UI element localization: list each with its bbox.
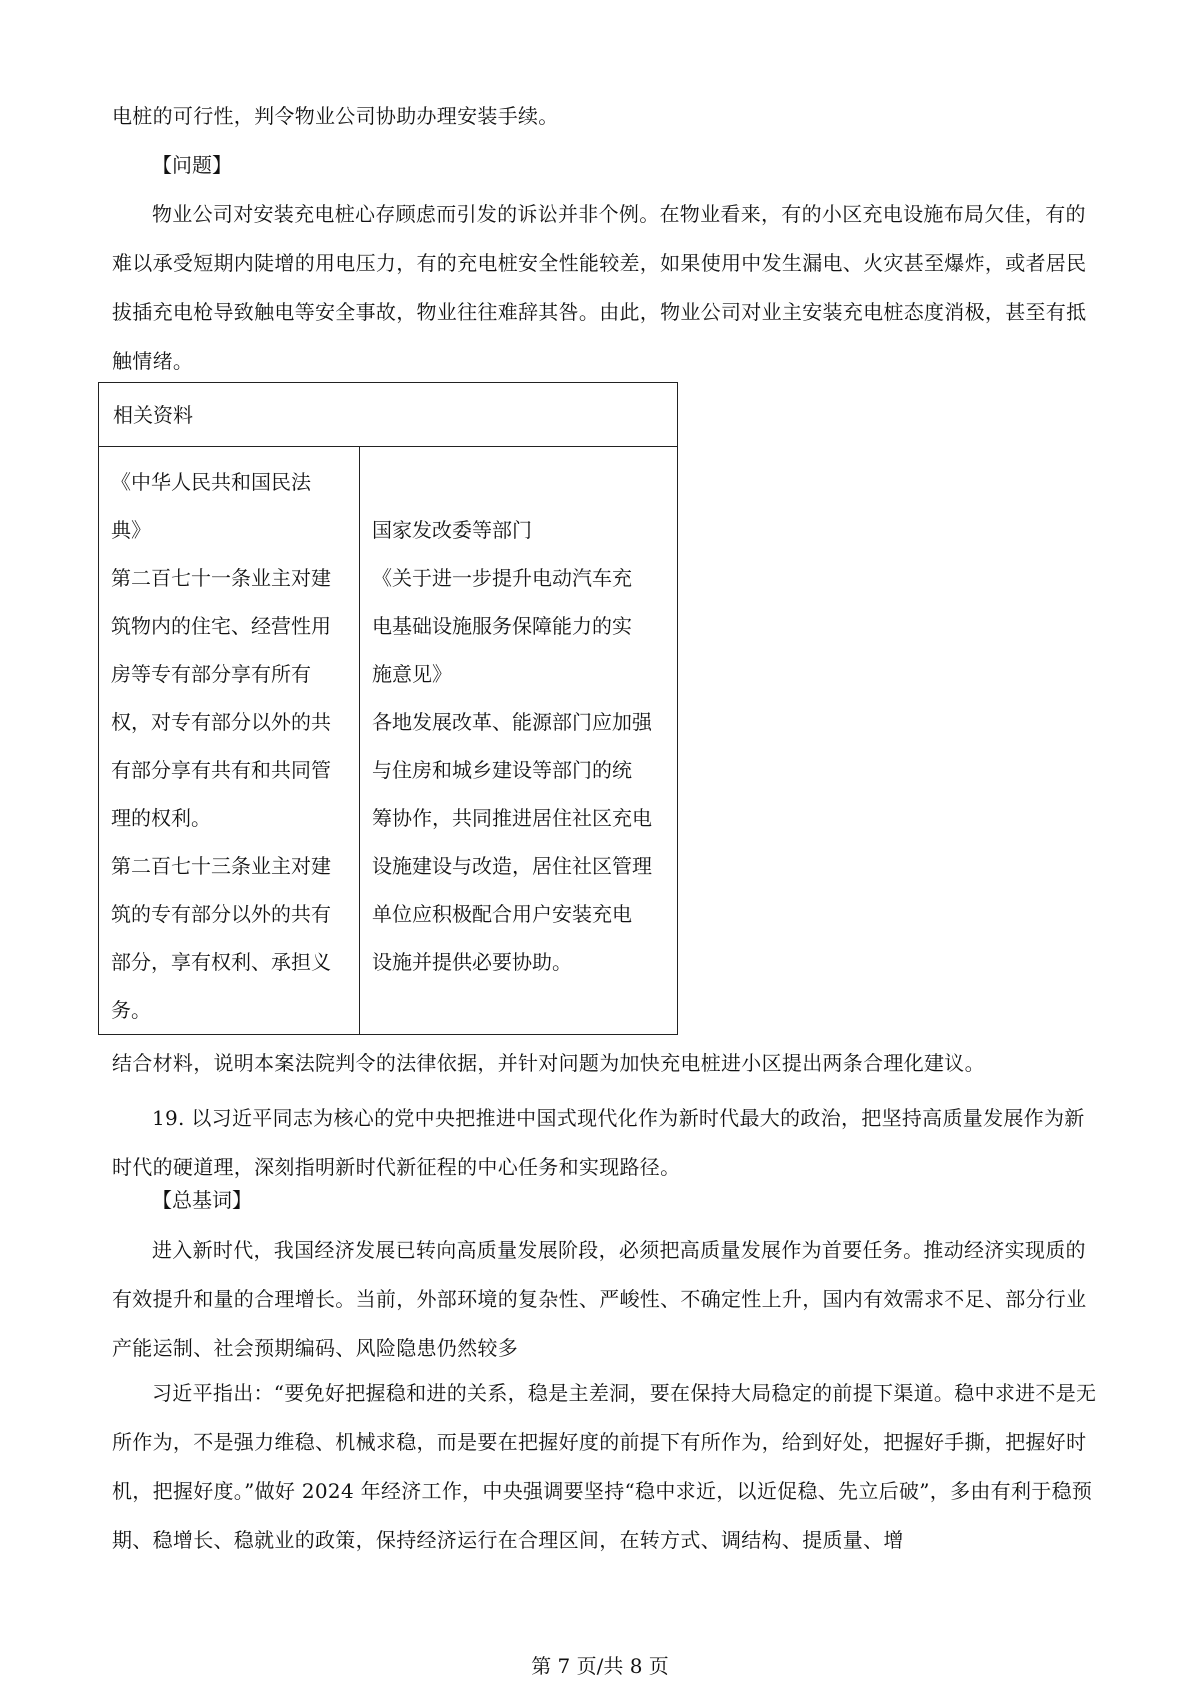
civil-code-line: 有部分享有共有和共同管 <box>111 758 331 782</box>
problem-heading: 【问题】 <box>152 153 232 177</box>
civil-code-line: 第二百七十三条业主对建 <box>111 854 331 878</box>
policy-line: 《关于进一步提升电动汽车充 <box>372 566 632 590</box>
policy-line: 各地发展改革、能源部门应加强 <box>372 710 652 734</box>
civil-code-line: 典》 <box>111 518 151 542</box>
policy-line: 施意见》 <box>372 662 452 686</box>
policy-line: 电基础设施服务保障能力的实 <box>372 614 632 638</box>
civil-code-line: 筑的专有部分以外的共有 <box>111 902 331 926</box>
civil-code-line: 第二百七十一条业主对建 <box>111 566 331 590</box>
civil-code-line: 理的权利。 <box>111 806 211 830</box>
policy-line: 国家发改委等部门 <box>372 518 532 542</box>
civil-code-line: 筑物内的住宅、经营性用 <box>111 614 331 638</box>
summary-heading: 【总基词】 <box>152 1188 252 1212</box>
policy-line: 设施并提供必要协助。 <box>372 950 572 974</box>
civil-code-line: 务。 <box>111 998 151 1022</box>
problem-paragraph: 物业公司对安装充电桩心存顾虑而引发的诉讼并非个例。在物业看来，有的小区充电设施布局欠佳，有的难以承受短期内陡增的用电压力，有的充电桩安全性能较差，如果使用中发生漏电、火灾甚至爆炸，或者居民拔插充电枪导致触电等安全事故，物业往往难辞其咎。由此，物业公司对业主安装充电桩态度消极，甚至有抵触情绪。 <box>112 202 1087 373</box>
policy-line: 筹协作，共同推进居住社区充电 <box>372 806 652 830</box>
reference-table <box>98 382 678 1035</box>
question-19: 19. 以习近平同志为核心的党中央把推进中国式现代化作为新时代最大的政治，把坚持高质量发展作为新时代的硬道理，深刻指明新时代新征程的中心任务和实现路径。 <box>112 1106 1085 1179</box>
civil-code-line: 房等专有部分享有所有 <box>111 662 311 686</box>
summary-paragraph-1: 进入新时代，我国经济发展已转向高质量发展阶段，必须把高质量发展作为首要任务。推动经济实现质的有效提升和量的合理增长。当前，外部环境的复杂性、严峻性、不确定性上升，国内有效需求不足、部分行业产能运制、社会预期编码、风险隐患仍然较多 <box>112 1238 1087 1360</box>
policy-line: 单位应积极配合用户安装充电 <box>372 902 632 926</box>
paragraph-continuation: 电桩的可行性，判令物业公司协助办理安装手续。 <box>112 104 559 128</box>
summary-paragraph-2: 习近平指出：“要免好把握稳和进的关系，稳是主差洞，要在保持大局稳定的前提下渠道。稳中求进不是无所作为，不是强力维稳、机械求稳，而是要在把握好度的前提下有所作为，给到好处，把握好手撕，把握好时机，把握好度。”做好 2024 年经济工作，中央强调要坚持“稳中求近，以近促稳、先立后破”，多由有利于稳预期、稳增长、稳就业的政策，保持经济运行在合理区间，在转方式、调结构、提质量、增 <box>112 1381 1097 1552</box>
civil-code-line: 权，对专有部分以外的共 <box>111 710 331 734</box>
page-number: 第 7 页/共 8 页 <box>531 1654 669 1678</box>
civil-code-line: 《中华人民共和国民法 <box>111 470 311 494</box>
policy-line: 与住房和城乡建设等部门的统 <box>372 758 632 782</box>
question-prompt: 结合材料，说明本案法院判令的法律依据，并针对问题为加快充电桩进小区提出两条合理化建议。 <box>112 1051 985 1075</box>
reference-civil-code-column <box>99 447 360 1034</box>
reference-table-header: 相关资料 <box>99 383 677 447</box>
policy-line: 设施建设与改造，居住社区管理 <box>372 854 652 878</box>
reference-policy-column <box>360 447 677 1034</box>
civil-code-line: 部分，享有权利、承担义 <box>111 950 331 974</box>
